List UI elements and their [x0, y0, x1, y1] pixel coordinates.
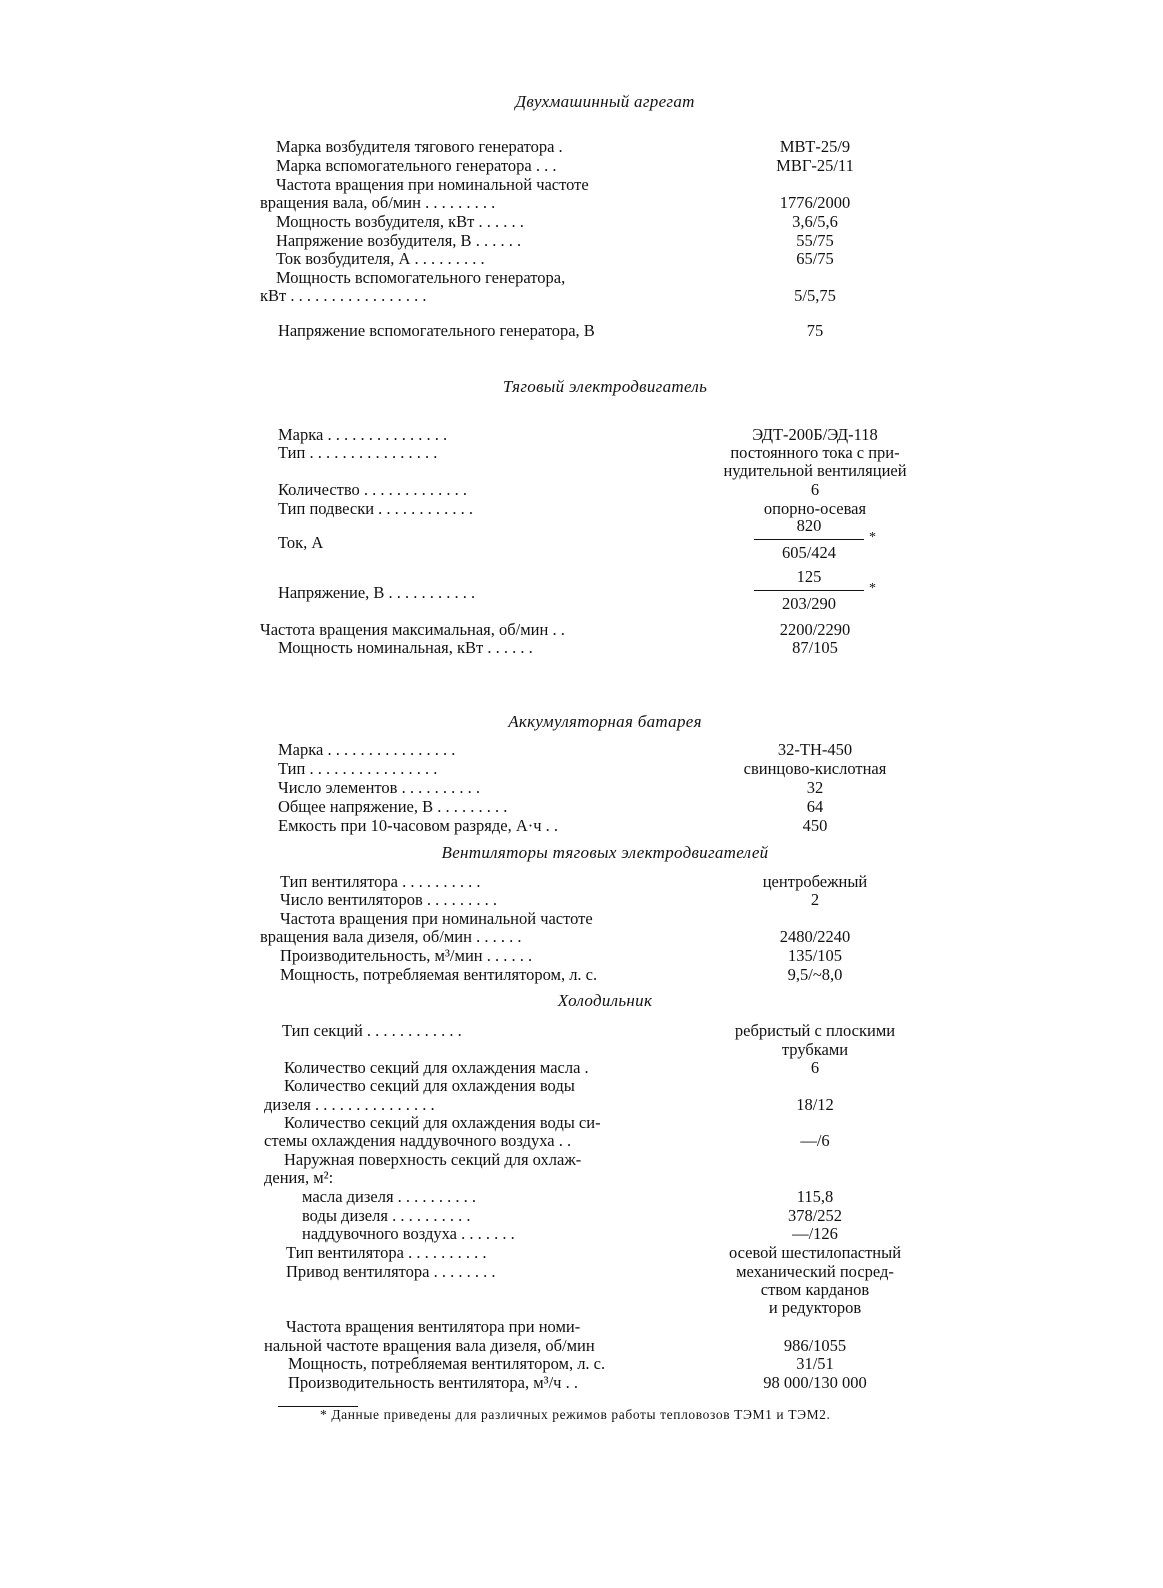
spec-value: 2200/2290 [779, 620, 851, 639]
spec-label: Марка возбудителя тягового генератора . [276, 137, 563, 156]
spec-label: Число элементов . . . . . . . . . . [278, 778, 480, 797]
spec-label: Количество секций для охлаждения воды си- [284, 1113, 601, 1132]
voltage-label: Напряжение, В . . . . . . . . . . . [278, 583, 476, 602]
spec-label: Тип . . . . . . . . . . . . . . . . [278, 759, 438, 778]
current-numerator: 820 [796, 516, 822, 535]
spec-value: опорно-осевая [763, 499, 867, 518]
spec-value: 378/252 [787, 1206, 843, 1225]
spec-value: 3,6/5,6 [792, 212, 838, 231]
spec-value: 31/51 [796, 1354, 834, 1373]
spec-value: 986/1055 [783, 1336, 847, 1355]
spec-value: —/6 [800, 1131, 830, 1150]
spec-label: Тип вентилятора . . . . . . . . . . [286, 1243, 487, 1262]
spec-value: 65/75 [796, 249, 834, 268]
spec-label: Количество секций для охлаждения воды [284, 1076, 575, 1095]
spec-value: 6 [810, 480, 820, 499]
spec-label: Емкость при 10-часовом разряде, А·ч . . [278, 816, 559, 835]
spec-label: Ток возбудителя, А . . . . . . . . . [276, 249, 485, 268]
section-title-battery: Аккумуляторная батарея [508, 712, 702, 731]
spec-label: вращения вала дизеля, об/мин . . . . . . [260, 927, 522, 946]
section-title-cooler: Холодильник [557, 991, 653, 1010]
spec-value: 5/5,75 [794, 286, 836, 305]
spec-label: Мощность, потребляемая вентилятором, л. с. [288, 1354, 606, 1373]
section-title-aggregate: Двухмашинный агрегат [515, 92, 695, 111]
spec-label: Марка . . . . . . . . . . . . . . . [278, 425, 448, 444]
spec-value: 32 [806, 778, 824, 797]
spec-label: Тип секций . . . . . . . . . . . . [282, 1021, 462, 1040]
spec-label: Количество секций для охлаждения масла . [284, 1058, 589, 1077]
spec-value: 6 [810, 1058, 820, 1077]
spec-value: МВГ-25/11 [776, 156, 854, 175]
spec-value: 64 [806, 797, 824, 816]
spec-value: и редукторов [768, 1298, 862, 1317]
footnote: * Данные приведены для различных режимов работы тепловозов ТЭМ1 и ТЭМ2. [320, 1407, 831, 1422]
fraction-bar [754, 590, 864, 591]
spec-value: —/126 [792, 1224, 838, 1243]
spec-label: Частота вращения при номинальной частоте [280, 909, 593, 928]
spec-label: воды дизеля . . . . . . . . . . [302, 1206, 471, 1225]
spec-value: 32-ТН-450 [777, 740, 853, 759]
voltage-numerator: 125 [796, 567, 822, 586]
spec-label: дения, м²: [264, 1168, 334, 1187]
spec-value: 75 [806, 321, 824, 340]
spec-label: Марка . . . . . . . . . . . . . . . . [278, 740, 456, 759]
spec-value: 2480/2240 [779, 927, 851, 946]
fraction-bar [754, 539, 864, 540]
spec-label: Частота вращения максимальная, об/мин . . [260, 620, 565, 639]
spec-label: Мощность номинальная, кВт . . . . . . [278, 638, 533, 657]
spec-label: Привод вентилятора . . . . . . . . [286, 1262, 496, 1281]
footnote-mark: * [869, 530, 876, 545]
spec-label: Производительность вентилятора, м³/ч . . [288, 1373, 578, 1392]
spec-value: свинцово-кислотная [743, 759, 887, 778]
spec-label: Мощность, потребляемая вентилятором, л. с. [280, 965, 598, 984]
spec-label: Мощность возбудителя, кВт . . . . . . [276, 212, 524, 231]
spec-value: механический посред- [736, 1262, 894, 1281]
voltage-fraction [754, 567, 876, 614]
spec-value: нудительной вентиляцией [723, 461, 907, 480]
spec-label: Количество . . . . . . . . . . . . . [278, 480, 468, 499]
spec-label: наддувочного воздуха . . . . . . . [302, 1224, 515, 1243]
spec-label: Тип . . . . . . . . . . . . . . . . [278, 443, 438, 462]
section-title-motor: Тяговый электродвигатель [502, 377, 708, 396]
spec-value: 55/75 [796, 231, 834, 250]
spec-label: Производительность, м³/мин . . . . . . [280, 946, 533, 965]
spec-value: центробежный [762, 872, 868, 891]
spec-value: 1776/2000 [779, 193, 851, 212]
spec-value: 9,5/~8,0 [787, 965, 843, 984]
spec-label: кВт . . . . . . . . . . . . . . . . . [260, 286, 427, 305]
spec-value: 450 [802, 816, 828, 835]
spec-label: нальной частоте вращения вала дизеля, об/мин [264, 1336, 595, 1355]
spec-value: ребристый с плоскими [734, 1021, 896, 1040]
spec-label: Тип подвески . . . . . . . . . . . . [278, 499, 474, 518]
spec-label: вращения вала, об/мин . . . . . . . . . [260, 193, 496, 212]
spec-label: Общее напряжение, В . . . . . . . . . [278, 797, 508, 816]
current-label: Ток, А [278, 533, 324, 552]
spec-value: 2 [810, 890, 820, 909]
voltage-denominator: 203/290 [781, 594, 837, 613]
spec-value: 98 000/130 000 [763, 1373, 867, 1392]
spec-value: осевой шестилопастный [728, 1243, 902, 1262]
spec-label: Число вентиляторов . . . . . . . . . [280, 890, 497, 909]
spec-label: стемы охлаждения наддувочного воздуха . . [264, 1131, 572, 1150]
spec-value: ЭДТ-200Б/ЭД-118 [752, 425, 878, 444]
spec-label: Тип вентилятора . . . . . . . . . . [280, 872, 481, 891]
spec-value: трубками [781, 1040, 849, 1059]
spec-value: постоянного тока с при- [730, 443, 900, 462]
current-denominator: 605/424 [781, 543, 837, 562]
spec-value: 135/105 [787, 946, 843, 965]
section-title-fans: Вентиляторы тяговых электродвигателей [441, 843, 769, 862]
spec-label: масла дизеля . . . . . . . . . . [302, 1187, 477, 1206]
spec-value: 87/105 [792, 638, 838, 657]
spec-label: Наружная поверхность секций для охлаж- [284, 1150, 582, 1169]
spec-label: Напряжение возбудителя, В . . . . . . [276, 231, 522, 250]
spec-value: 18/12 [796, 1095, 834, 1114]
spec-label: Мощность вспомогательного генератора, [276, 268, 566, 287]
current-fraction [754, 516, 876, 563]
spec-value: МВТ-25/9 [779, 137, 851, 156]
spec-value: 115,8 [796, 1187, 834, 1206]
footnote-mark: * [869, 581, 876, 596]
spec-label: Частота вращения при номинальной частоте [276, 175, 589, 194]
spec-label: Частота вращения вентилятора при номи- [286, 1317, 581, 1336]
spec-value: ством карданов [760, 1280, 870, 1299]
spec-label: дизеля . . . . . . . . . . . . . . . [264, 1095, 435, 1114]
spec-label: Марка вспомогательного генератора . . . [276, 156, 557, 175]
spec-label: Напряжение вспомогательного генератора, В [278, 321, 595, 340]
